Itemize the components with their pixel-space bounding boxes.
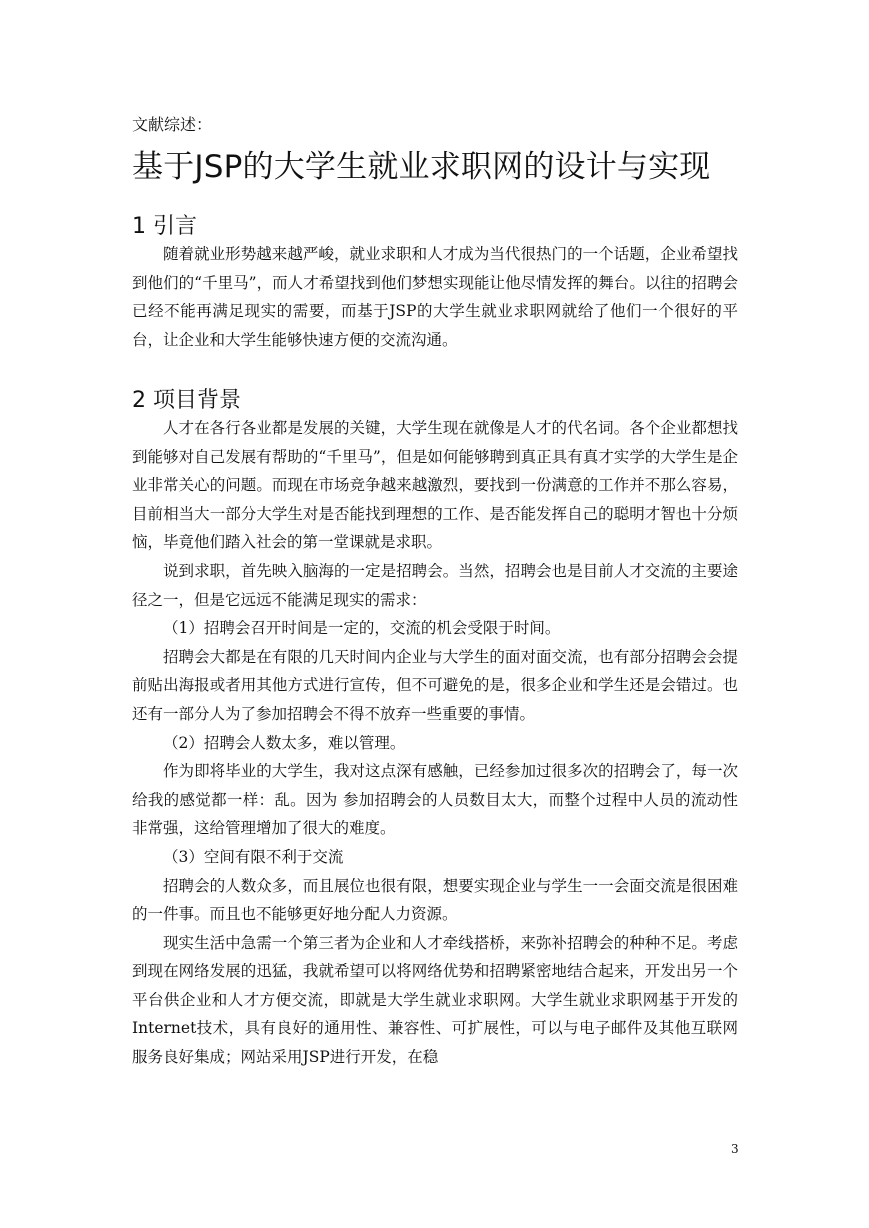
section-body-background bbox=[132, 414, 738, 1072]
section-heading-background: 2 项目背景 bbox=[132, 388, 241, 413]
paragraph: 现实生活中急需一个第三者为企业和人才牵线搭桥，来弥补招聘会的种种不足。考虑到现在网络发展的迅猛，我就希望可以将网络优势和招聘紧密地结合起来，开发出另一个平台供企业和人才方便交流，即就是大学生就业求职网。大学生就业求职网基于开发的Internet技术，具有良好的通用性、兼容性、可扩展性，可以与电子邮件及其他互联网服务良好集成；网站采用JSP进行开发，在稳 bbox=[132, 933, 738, 1067]
list-item: （1）招聘会召开时间是一定的，交流的机会受限于时间。 bbox=[163, 619, 561, 638]
paragraph: 人才在各行各业都是发展的关键，大学生现在就像是人才的代名词。各个企业都想找到能够对自己发展有帮助的“千里马”，但是如何能够聘到真正具有真才实学的大学生是企业非常关心的问题。而现在市场竞争越来越激烈，要找到一份满意的工作并不那么容易，目前相当大一部分大学生对是否能找到理想的工作、是否能发挥自己的聪明才智也十分烦恼，毕竟他们踏入社会的第一堂课就是求职。 bbox=[132, 419, 738, 552]
section-body-introduction bbox=[132, 240, 738, 354]
paragraph: 说到求职，首先映入脑海的一定是招聘会。当然，招聘会也是目前人才交流的主要途径之一，但是它远远不能满足现实的需求： bbox=[132, 561, 738, 609]
list-item: （2）招聘会人数太多，难以管理。 bbox=[163, 733, 406, 752]
list-item: （3）空间有限不利于交流 bbox=[163, 847, 344, 866]
paragraph: 作为即将毕业的大学生，我对这点深有感触，已经参加过很多次的招聘会了，每一次给我的感觉都一样：乱。因为 参加招聘会的人员数目太大，而整个过程中人员的流动性非常强，这给管理增加了很大的难度。 bbox=[132, 762, 738, 838]
section-heading-introduction: 1 引言 bbox=[132, 214, 197, 239]
paragraph: 招聘会大都是在有限的几天时间内企业与大学生的面对面交流，也有部分招聘会会提前贴出海报或者用其他方式进行宣传，但不可避免的是，很多企业和学生还是会错过。也还有一部分人为了参加招聘会不得不放弃一些重要的事情。 bbox=[132, 647, 738, 723]
paragraph: 随着就业形势越来越严峻，就业求职和人才成为当代很热门的一个话题，企业希望找到他们的“千里马”，而人才希望找到他们梦想实现能让他尽情发挥的舞台。以往的招聘会已经不能再满足现实的需要，而基于JSP的大学生就业求职网就给了他们一个很好的平台，让企业和大学生能够快速方便的交流沟通。 bbox=[132, 245, 738, 349]
document-title: 基于JSP的大学生就业求职网的设计与实现 bbox=[132, 149, 711, 185]
paragraph: 招聘会的人数众多，而且展位也很有限，想要实现企业与学生一一会面交流是很困难的一件事。而且也不能够更好地分配人力资源。 bbox=[132, 876, 738, 924]
page-number: 3 bbox=[731, 1142, 739, 1156]
section-label: 文献综述： bbox=[132, 115, 213, 134]
